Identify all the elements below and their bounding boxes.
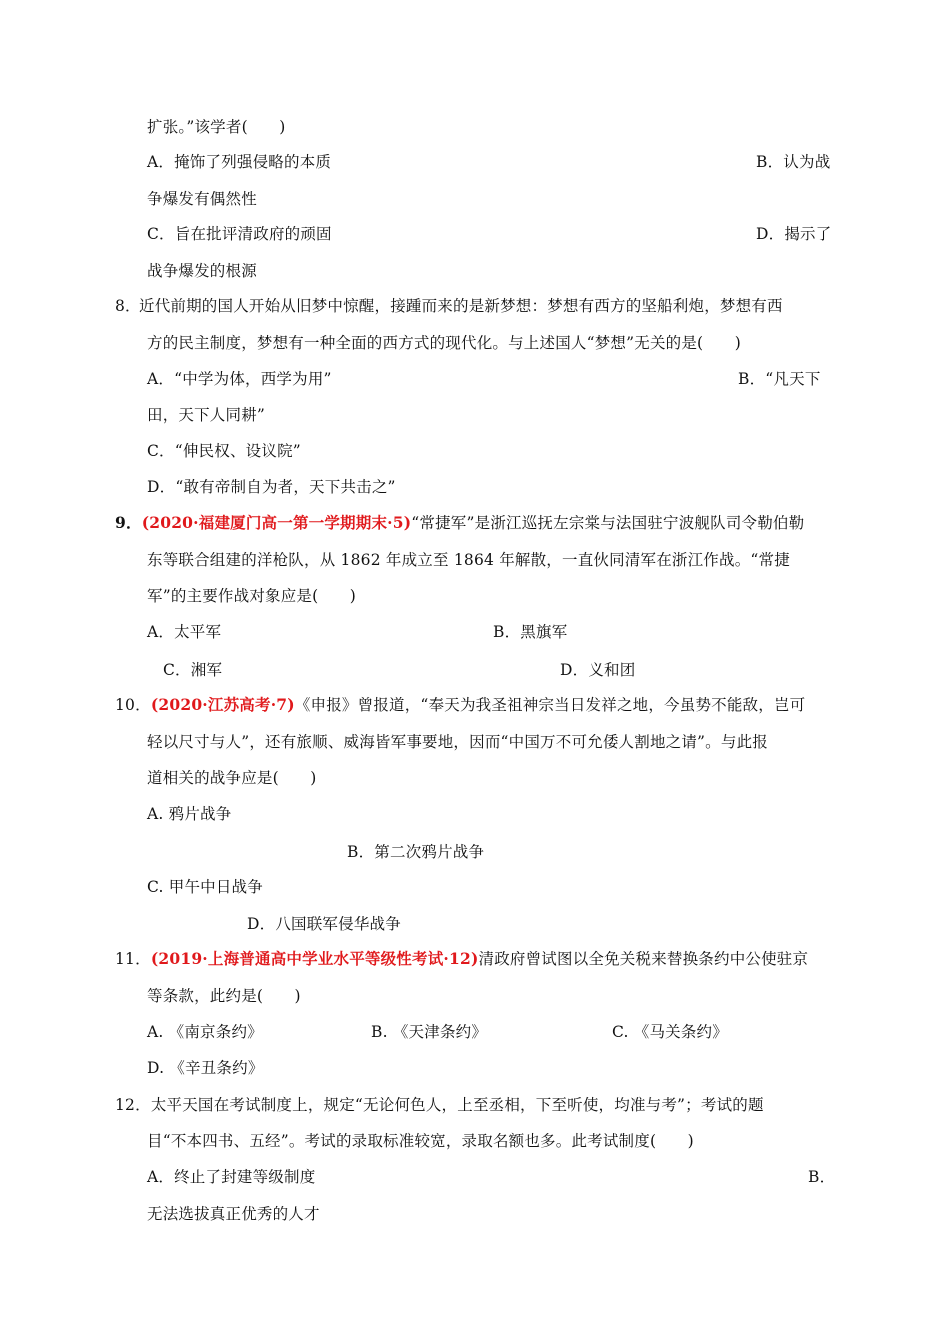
q9-stem-line1-text: “常捷军”是浙江巡抚左宗棠与法国驻宁波舰队司令勒伯勒 <box>411 514 805 532</box>
q7-option-b-tail: 争爆发有偶然性 <box>147 190 257 208</box>
q11-stem-line1 <box>115 949 808 969</box>
q12-stem-line2: 目“不本四书、五经”。考试的录取标准较宽，录取名额也多。此考试制度( ) <box>147 1132 694 1150</box>
q10-stem-line2: 轻以尺寸与人”，还有旅顺、威海皆军事要地，因而“中国万不可允倭人割地之请”。与此报 <box>147 733 768 751</box>
q9-stem-line1 <box>115 513 804 533</box>
q8-option-b-tail: 田，天下人同耕” <box>147 406 266 424</box>
q10-stem-line1 <box>115 695 805 715</box>
q7-option-b-head: B．认为战 <box>756 153 831 171</box>
q10-source: (2020·江苏高考·7) <box>150 695 295 714</box>
q11-stem-line2: 等条款，此约是( ) <box>147 987 301 1005</box>
q10-stem-line3: 道相关的战争应是( ) <box>147 769 317 787</box>
q9-stem-line3: 军”的主要作战对象应是( ) <box>147 587 357 605</box>
q12-stem-line1 <box>115 1095 764 1115</box>
q11-option-d: D. 《辛丑条约》 <box>147 1059 264 1077</box>
q9-stem-line2: 东等联合组建的洋枪队，从 1862 年成立至 1864 年解散，一直伙同清军在浙江作战。“常捷 <box>147 551 790 569</box>
q9-option-a: A．太平军 <box>147 623 222 641</box>
q8-stem-line1: 近代前期的国人开始从旧梦中惊醒，接踵而来的是新梦想：梦想有西方的坚船利炮，梦想有西 <box>139 297 783 315</box>
q9-source: (2020·福建厦门高一第一学期期末·5) <box>141 513 412 532</box>
q7-option-d-tail: 战争爆发的根源 <box>147 262 257 280</box>
q8-option-b-head: B．“凡天下 <box>738 370 821 388</box>
q10-stem-line1-text: 《申报》曾报道，“奉天为我圣祖神宗当日发祥之地，今虽势不能敌，岂可 <box>294 696 806 714</box>
q7-stem-tail: 扩张。”该学者( ) <box>147 118 286 136</box>
q7-option-d-head: D．揭示了 <box>756 225 832 243</box>
q12-option-b-tail: 无法选拔真正优秀的人才 <box>147 1205 320 1223</box>
q10-number: 10． <box>115 696 151 714</box>
q7-option-a: A．掩饰了列强侵略的本质 <box>147 153 332 171</box>
q9-option-d: D．义和团 <box>560 661 636 679</box>
q11-option-b: B. 《天津条约》 <box>371 1023 488 1041</box>
q7-option-c: C．旨在批评清政府的顽固 <box>147 225 332 243</box>
q8-option-a: A．“中学为体，西学为用” <box>147 370 332 388</box>
q8-number: 8． <box>115 297 141 315</box>
q9-number: 9． <box>115 513 142 532</box>
q10-option-d: D．八国联军侵华战争 <box>247 915 401 933</box>
q11-source: (2019·上海普通高中学业水平等级性考试·12) <box>150 949 479 968</box>
q9-option-b: B．黑旗军 <box>493 623 568 641</box>
q12-stem-line1-text: 太平天国在考试制度上，规定“无论何色人，上至丞相，下至听使，均准与考”；考试的题 <box>150 1096 764 1114</box>
q12-option-a: A．终止了封建等级制度 <box>147 1168 316 1186</box>
q11-stem-line1-text: 清政府曾试图以全免关税来替换条约中公使驻京 <box>478 950 809 968</box>
q8-stem-line2: 方的民主制度，梦想有一种全面的西方式的现代化。与上述国人“梦想”无关的是( ) <box>147 334 741 352</box>
q11-option-a: A. 《南京条约》 <box>147 1023 263 1041</box>
q12-option-b-head: B． <box>808 1168 836 1186</box>
q8-option-d: D．“敢有帝制自为者，天下共击之” <box>147 478 396 496</box>
q11-number: 11． <box>115 950 151 968</box>
q9-option-c: C．湘军 <box>163 661 223 679</box>
q8-option-c: C．“伸民权、设议院” <box>147 442 301 460</box>
q11-option-c: C. 《马关条约》 <box>612 1023 728 1041</box>
q10-option-a: A. 鸦片战争 <box>147 805 232 823</box>
q10-option-b: B．第二次鸦片战争 <box>347 843 485 861</box>
q12-number: 12． <box>115 1096 151 1114</box>
q10-option-c: C. 甲午中日战争 <box>147 878 263 896</box>
